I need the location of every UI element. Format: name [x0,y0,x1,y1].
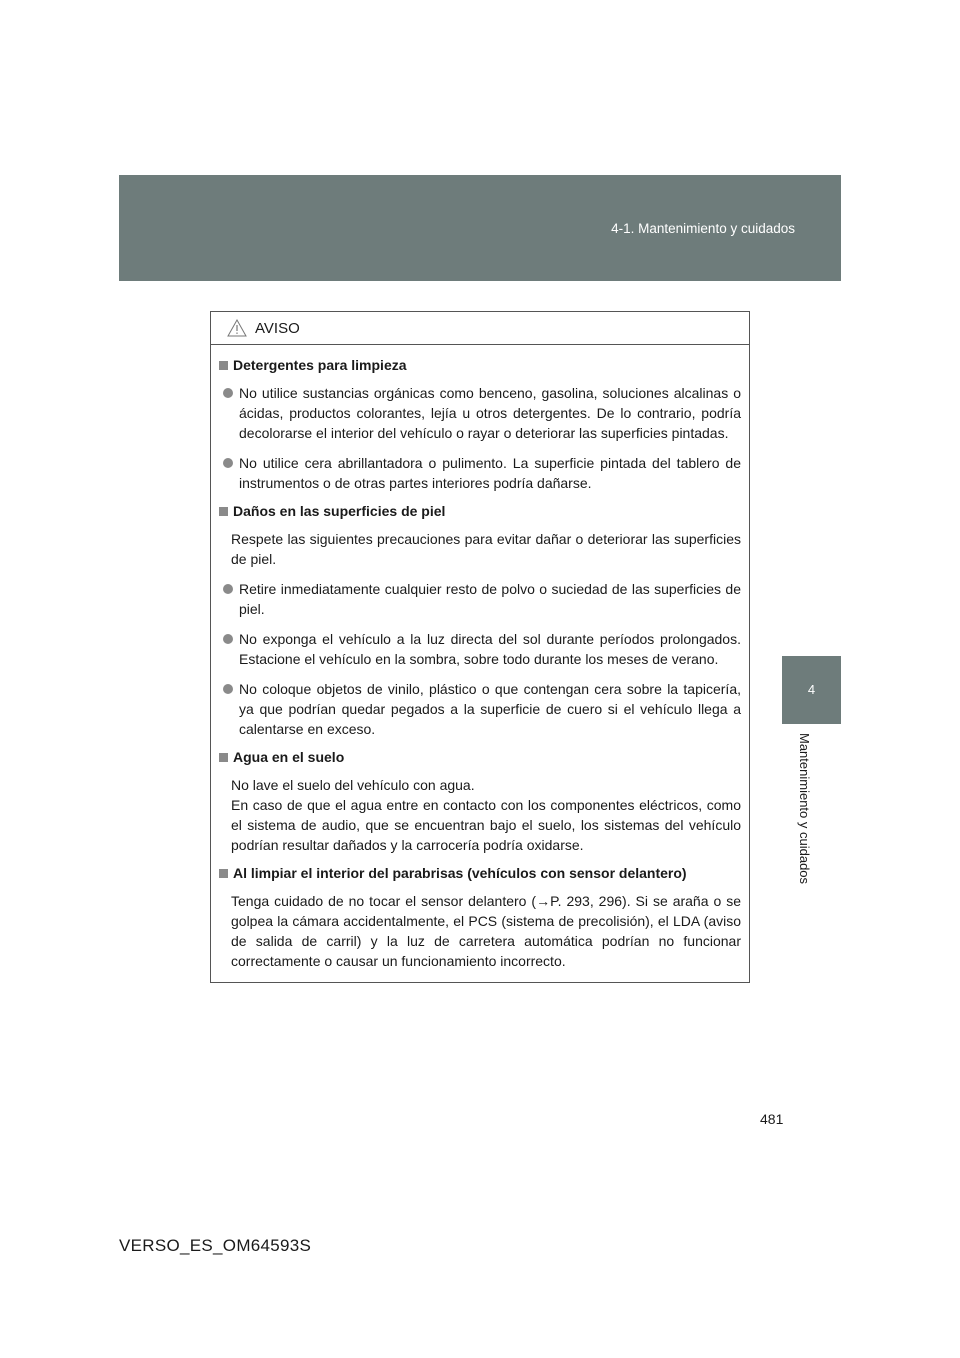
list-item: No coloque objetos de vinilo, plástico o que contengan cera sobre la tapicería, ya que podrían quedar pegados a la superficie de cuero si el vehículo llega a calentarse en exceso. [219,679,741,739]
section-heading: Detergentes para limpieza [219,357,741,373]
paragraph: En caso de que el agua entre en contacto con los componentes eléctricos, como el sistema de audio, que se encuentran bajo el suelo, los sistemas del vehículo podrían resultar dañados y la carrocería podría oxidarse. [231,797,741,853]
list-item: No utilice sustancias orgánicas como benceno, gasolina, soluciones alcalinas o ácidas, productos colorantes, lejía u otros detergentes. De lo contrario, podría decolorarse el interior del vehículo o rayar o deteriorar las superficies pintadas. [219,383,741,443]
section-title: 4-1. Mantenimiento y cuidados [611,221,795,236]
warning-icon [227,319,247,337]
header-band [119,175,841,281]
paragraph: No lave el suelo del vehículo con agua. [231,777,475,793]
section-heading: Agua en el suelo [219,749,741,765]
dot-bullet-icon [223,458,233,468]
square-bullet-icon [219,507,228,516]
list-item: No utilice cera abrillantadora o pulimento. La superficie pintada del tablero de instrumentos o de otras partes interiores podría dañarse. [219,453,741,493]
section-heading: Daños en las superficies de piel [219,503,741,519]
square-bullet-icon [219,361,228,370]
warning-header [211,312,749,345]
section-heading: Al limpiar el interior del parabrisas (vehículos con sensor delantero) [219,865,741,881]
dot-bullet-icon [223,388,233,398]
list-item: Retire inmediatamente cualquier resto de polvo o suciedad de las superficies de piel. [219,579,741,619]
warning-box [210,311,750,983]
chapter-label: Mantenimiento y cuidados [797,733,812,885]
dot-bullet-icon [223,684,233,694]
dot-bullet-icon [223,634,233,644]
square-bullet-icon [219,869,228,878]
dot-bullet-icon [223,584,233,594]
document-code: VERSO_ES_OM64593S [119,1236,312,1255]
paragraph: Tenga cuidado de no tocar el sensor delantero (→P. 293, 296). Si se araña o se golpea la cámara accidentalmente, el PCS (sistema de precolisión), el LDA (aviso de salida de carril) y la luz de carretera automática podrían no funcionar correctamente o causar un funcionamiento incorrecto. [231,893,741,969]
square-bullet-icon [219,753,228,762]
list-item: No exponga el vehículo a la luz directa del sol durante períodos prolongados. Estacione el vehículo en la sombra, sobre todo durante los meses de verano. [219,629,741,669]
chapter-tab: 4 [782,656,841,724]
warning-body [211,345,749,971]
page-number: 481 [760,1111,784,1127]
paragraph: Respete las siguientes precauciones para evitar dañar o deteriorar las superficies de piel. [231,531,741,567]
warning-title: AVISO [255,319,300,337]
